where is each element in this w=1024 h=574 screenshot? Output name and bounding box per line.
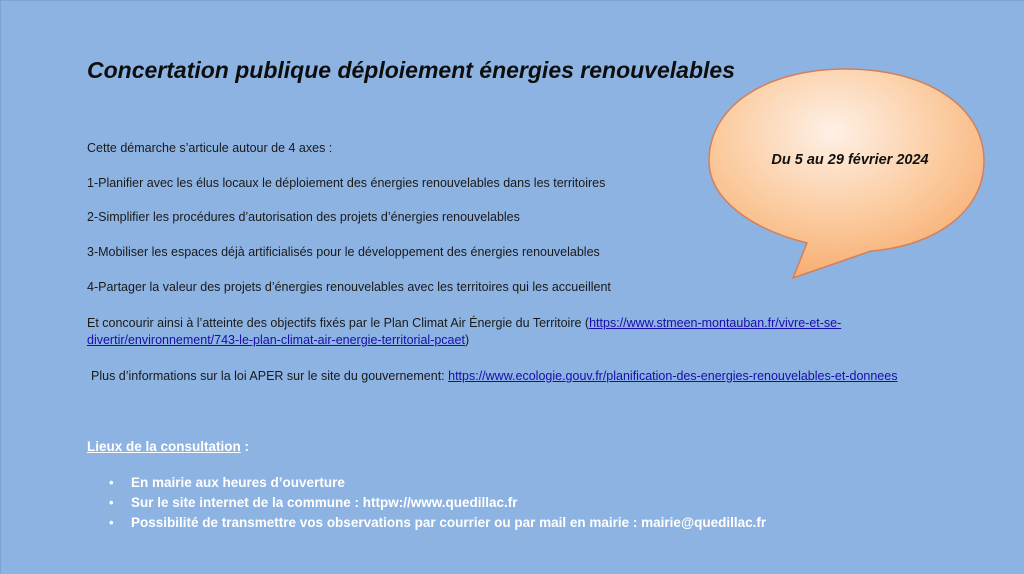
more-info-text: Plus d’informations sur la loi APER sur le site du gouvernement: [91,369,449,383]
axis-item-2: 2-Simplifier les procédures d’autorisation des projets d’énergies renouvelables [87,210,520,224]
speech-bubble [701,61,991,291]
axis-item-3: 3-Mobiliser les espaces déjà artificialisés pour le développement des énergies renouvelables [87,245,600,259]
axis-item-4: 4-Partager la valeur des projets d’énergies renouvelables avec les territoires qui les accueillent [87,280,611,294]
page-title: Concertation publique déploiement énergies renouvelables [87,57,735,83]
place-item-2: Sur le site internet de la commune : httpw://www.quedillac.fr [131,495,518,510]
places-list [109,473,766,533]
list-item [109,513,766,533]
more-info-paragraph [91,369,897,383]
bullet-icon: • [109,495,114,510]
speech-bubble-shape [709,69,984,278]
pcaet-link[interactable]: https://www.stmeen-montauban.fr/vivre-et-se- [589,316,842,330]
objectives-text: Et concourir ainsi à l’atteinte des objectifs fixés par le Plan Climat Air Énergie du Territoire ( [87,316,590,330]
places-heading [87,439,249,454]
places-heading-suffix: : [240,439,250,454]
objectives-paragraph [87,316,841,330]
intro-text: Cette démarche s’articule autour de 4 axes : [87,141,333,155]
axis-item-1: 1-Planifier avec les élus locaux le déploiement des énergies renouvelables dans les territoires [87,176,606,190]
place-item-1: En mairie aux heures d’ouverture [131,475,345,490]
places-heading-label: Lieux de la consultation [87,439,241,454]
place-item-3: Possibilité de transmettre vos observations par courrier ou par mail en mairie : mairie@quedillac.fr [131,515,767,530]
objectives-paragraph-line2 [87,333,469,347]
ecologie-gouv-link[interactable]: https://www.ecologie.gouv.fr/planification-des-energies-renouvelables-et-donnees [448,369,898,383]
bullet-icon: • [109,515,114,530]
objectives-closing: ) [464,333,470,347]
pcaet-link-continued[interactable]: divertir/environnement/743-le-plan-climat-air-energie-territorial-pcaet [87,333,465,347]
list-item [109,493,766,513]
date-range-text: Du 5 au 29 février 2024 [771,152,929,168]
bullet-icon: • [109,475,114,490]
list-item [109,473,766,493]
